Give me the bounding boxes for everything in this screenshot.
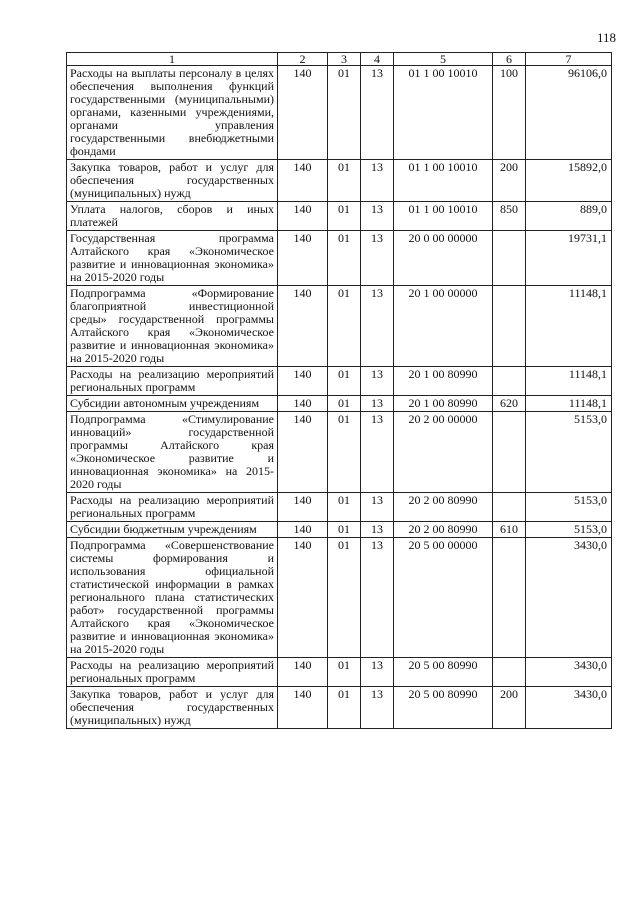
row-code-rz: 01	[328, 231, 361, 286]
row-code-gr: 140	[278, 396, 328, 412]
row-code-gr: 140	[278, 367, 328, 396]
row-code-pr: 13	[361, 493, 394, 522]
row-amount: 5153,0	[526, 493, 612, 522]
row-code-rz: 01	[328, 658, 361, 687]
row-amount: 19731,1	[526, 231, 612, 286]
row-name: Расходы на реализацию мероприятий региональных программ	[67, 367, 278, 396]
row-name: Субсидии бюджетным учреждениям	[67, 522, 278, 538]
row-code-gr: 140	[278, 231, 328, 286]
row-code-rz: 01	[328, 522, 361, 538]
row-code-pr: 13	[361, 396, 394, 412]
table-row	[67, 493, 612, 522]
row-code-csr: 20 5 00 80990	[394, 687, 493, 729]
row-code-pr: 13	[361, 412, 394, 493]
row-code-pr: 13	[361, 160, 394, 202]
table-row	[67, 412, 612, 493]
row-code-rz: 01	[328, 202, 361, 231]
row-name: Субсидии автономным учреждениям	[67, 396, 278, 412]
row-code-gr: 140	[278, 286, 328, 367]
row-code-pr: 13	[361, 66, 394, 160]
row-code-vr	[493, 493, 526, 522]
column-header: 7	[526, 53, 612, 66]
row-amount: 11148,1	[526, 286, 612, 367]
budget-table	[66, 52, 612, 729]
column-header: 1	[67, 53, 278, 66]
row-code-pr: 13	[361, 367, 394, 396]
row-amount: 3430,0	[526, 687, 612, 729]
row-name: Подпрограмма «Формирование благоприятной инвестиционной среды» государственной программы Алтайского края «Экономическое развитие и инновационная экономика» на 2015-2020 годы	[67, 286, 278, 367]
row-amount: 5153,0	[526, 522, 612, 538]
row-name: Расходы на реализацию мероприятий региональных программ	[67, 493, 278, 522]
row-code-gr: 140	[278, 412, 328, 493]
row-code-rz: 01	[328, 396, 361, 412]
row-name: Подпрограмма «Совершенствование системы формирования и использования официальной статистической информации в рамках регионального плана статистических работ» государственной программы Алтайского края «Экономическое развитие и инновационная экономика» на 2015-2020 годы	[67, 538, 278, 658]
row-name: Расходы на реализацию мероприятий региональных программ	[67, 658, 278, 687]
table-row	[67, 202, 612, 231]
table-row	[67, 160, 612, 202]
row-amount: 11148,1	[526, 367, 612, 396]
row-code-vr	[493, 538, 526, 658]
row-code-pr: 13	[361, 687, 394, 729]
table-row	[67, 687, 612, 729]
row-code-gr: 140	[278, 202, 328, 231]
row-code-vr: 620	[493, 396, 526, 412]
row-code-pr: 13	[361, 538, 394, 658]
row-code-gr: 140	[278, 522, 328, 538]
row-code-vr	[493, 367, 526, 396]
row-code-gr: 140	[278, 66, 328, 160]
row-code-pr: 13	[361, 286, 394, 367]
row-code-rz: 01	[328, 687, 361, 729]
row-code-csr: 01 1 00 10010	[394, 160, 493, 202]
row-name: Закупка товаров, работ и услуг для обеспечения государственных (муниципальных) нужд	[67, 160, 278, 202]
column-header: 6	[493, 53, 526, 66]
row-code-rz: 01	[328, 160, 361, 202]
table-row	[67, 396, 612, 412]
row-code-csr: 20 2 00 00000	[394, 412, 493, 493]
row-code-gr: 140	[278, 160, 328, 202]
table-row	[67, 658, 612, 687]
row-amount: 96106,0	[526, 66, 612, 160]
row-code-rz: 01	[328, 493, 361, 522]
row-name: Подпрограмма «Стимулирование инноваций» государственной программы Алтайского края «Экономическое развитие и инновационная экономика» на 2015-2020 годы	[67, 412, 278, 493]
row-code-vr: 200	[493, 687, 526, 729]
table-row	[67, 522, 612, 538]
row-code-gr: 140	[278, 493, 328, 522]
row-code-csr: 01 1 00 10010	[394, 66, 493, 160]
column-header: 5	[394, 53, 493, 66]
row-code-rz: 01	[328, 367, 361, 396]
row-code-csr: 20 1 00 80990	[394, 367, 493, 396]
row-code-csr: 20 5 00 80990	[394, 658, 493, 687]
row-code-vr: 200	[493, 160, 526, 202]
row-code-csr: 20 2 00 80990	[394, 493, 493, 522]
row-code-pr: 13	[361, 231, 394, 286]
row-code-vr	[493, 658, 526, 687]
row-code-vr	[493, 412, 526, 493]
row-code-pr: 13	[361, 202, 394, 231]
column-header: 4	[361, 53, 394, 66]
row-code-vr	[493, 286, 526, 367]
row-code-csr: 20 1 00 80990	[394, 396, 493, 412]
row-code-rz: 01	[328, 66, 361, 160]
row-amount: 3430,0	[526, 658, 612, 687]
row-code-vr: 850	[493, 202, 526, 231]
row-code-csr: 01 1 00 10010	[394, 202, 493, 231]
row-code-rz: 01	[328, 286, 361, 367]
row-code-csr: 20 5 00 00000	[394, 538, 493, 658]
table-row	[67, 66, 612, 160]
row-code-gr: 140	[278, 538, 328, 658]
row-name: Расходы на выплаты персоналу в целях обеспечения выполнения функций государственными (муниципальными) органами, казенными учреждениями, органами управления государственными внебюджетными фондами	[67, 66, 278, 160]
row-code-pr: 13	[361, 658, 394, 687]
column-header: 3	[328, 53, 361, 66]
row-code-csr: 20 2 00 80990	[394, 522, 493, 538]
row-code-pr: 13	[361, 522, 394, 538]
row-amount: 15892,0	[526, 160, 612, 202]
header-row	[67, 53, 612, 66]
row-code-vr	[493, 231, 526, 286]
table-row	[67, 367, 612, 396]
table-row	[67, 231, 612, 286]
row-code-vr: 610	[493, 522, 526, 538]
page-number: 118	[596, 30, 616, 45]
row-code-vr: 100	[493, 66, 526, 160]
row-code-rz: 01	[328, 412, 361, 493]
row-code-csr: 20 1 00 00000	[394, 286, 493, 367]
row-code-rz: 01	[328, 538, 361, 658]
row-amount: 11148,1	[526, 396, 612, 412]
table-row	[67, 538, 612, 658]
column-header: 2	[278, 53, 328, 66]
row-amount: 5153,0	[526, 412, 612, 493]
row-name: Государственная программа Алтайского края «Экономическое развитие и инновационная экономика» на 2015-2020 годы	[67, 231, 278, 286]
row-amount: 3430,0	[526, 538, 612, 658]
row-name: Уплата налогов, сборов и иных платежей	[67, 202, 278, 231]
row-code-csr: 20 0 00 00000	[394, 231, 493, 286]
table-row	[67, 286, 612, 367]
row-amount: 889,0	[526, 202, 612, 231]
row-name: Закупка товаров, работ и услуг для обеспечения государственных (муниципальных) нужд	[67, 687, 278, 729]
row-code-gr: 140	[278, 658, 328, 687]
row-code-gr: 140	[278, 687, 328, 729]
